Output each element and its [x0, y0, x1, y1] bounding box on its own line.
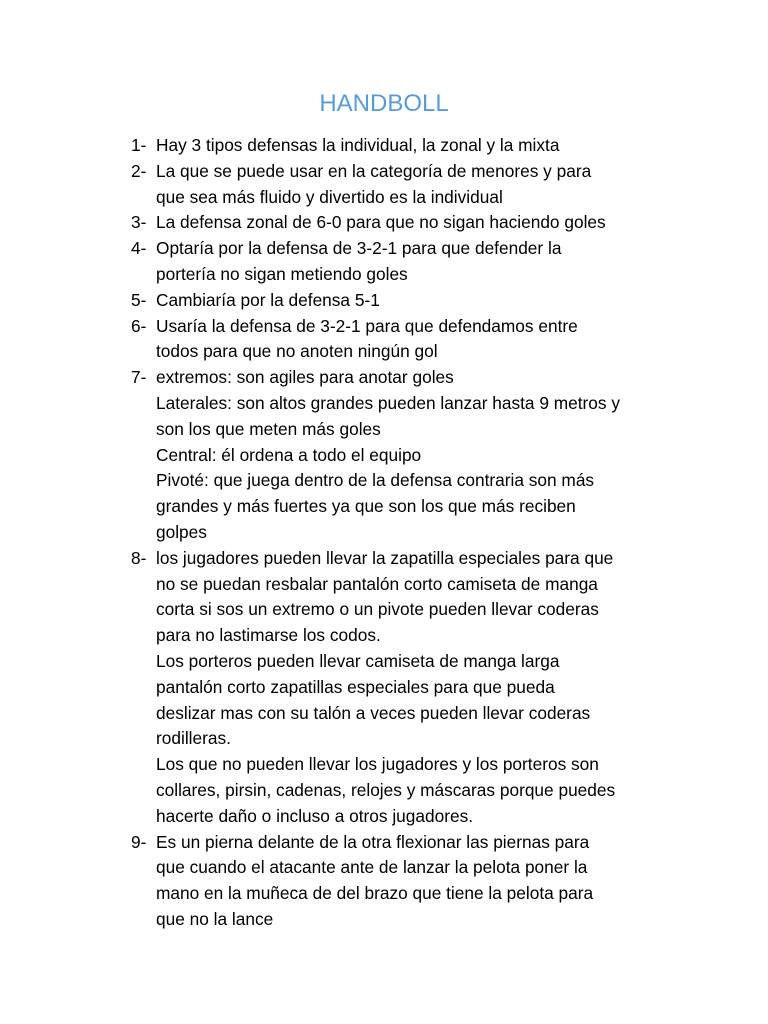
item-text — [156, 159, 671, 211]
item-number: 5- — [131, 289, 147, 310]
text-line: Los porteros pueden llevar camiseta de manga larga — [156, 650, 560, 671]
item-text — [156, 133, 671, 159]
item-number: 1- — [131, 135, 147, 155]
item-text — [156, 365, 671, 546]
text-line: para no lastimarse los codos. — [156, 625, 381, 646]
item-number: 4- — [131, 238, 147, 259]
text-line: que sea más fluido y divertido es la individual — [156, 186, 503, 207]
text-line: Usaría la defensa de 3-2-1 para que defendamos entre — [156, 315, 578, 336]
text-line: Cambiaría por la defensa 5-1 — [156, 289, 380, 310]
text-line: no se puedan resbalar pantalón corto camiseta de manga — [156, 573, 598, 594]
text-line: todos para que no anoten ningún gol — [156, 341, 438, 362]
text-line: grandes y más fuertes ya que son los que más reciben — [156, 496, 576, 517]
text-line: La defensa zonal de 6-0 para que no sigan haciendo goles — [156, 212, 606, 233]
list-item — [131, 236, 671, 288]
item-number: 8- — [131, 547, 147, 568]
text-line: que cuando el atacante ante de lanzar la pelota poner la — [156, 857, 588, 878]
numbered-list — [131, 133, 671, 933]
text-line: hacerte daño o incluso a otros jugadores. — [156, 805, 474, 826]
text-line: Pivoté: que juega dentro de la defensa contraria son más — [156, 470, 595, 491]
item-number: 2- — [131, 160, 147, 181]
list-item — [131, 830, 671, 933]
text-line: son los que meten más goles — [156, 418, 381, 439]
text-line: collares, pirsin, cadenas, relojes y máscaras porque puedes — [156, 779, 616, 800]
text-line: Central: él ordena a todo el equipo — [156, 444, 422, 465]
item-number: 6- — [131, 315, 147, 336]
item-number: 3- — [131, 212, 147, 233]
text-line: mano en la muñeca de del brazo que tiene la pelota para — [156, 883, 594, 904]
text-line: portería no sigan metiendo goles — [156, 263, 408, 284]
document-title: HANDBOLL — [319, 90, 449, 117]
item-text — [156, 236, 671, 288]
text-line: deslizar mas con su talón a veces pueden llevar coderas — [156, 702, 591, 723]
text-line: La que se puede usar en la categoría de menores y para — [156, 160, 592, 181]
list-item — [131, 159, 671, 211]
text-line: pantalón corto zapatillas especiales para que pueda — [156, 676, 555, 697]
list-item — [131, 365, 671, 546]
text-line: los jugadores pueden llevar la zapatilla especiales para que — [156, 547, 614, 568]
text-line: rodilleras. — [156, 728, 231, 749]
list-item — [131, 133, 671, 159]
text-line: Hay 3 tipos defensas la individual, la zonal y la mixta — [156, 135, 560, 155]
item-text — [156, 830, 671, 933]
text-line: Es un pierna delante de la otra flexionar las piernas para — [156, 831, 590, 852]
item-number: 7- — [131, 367, 147, 388]
item-text — [156, 314, 671, 366]
text-line: Optaría por la defensa de 3-2-1 para que defender la — [156, 238, 562, 259]
list-item — [131, 288, 671, 314]
text-line: Laterales: son altos grandes pueden lanzar hasta 9 metros y — [156, 392, 620, 413]
text-line: golpes — [156, 521, 207, 542]
list-item — [131, 314, 671, 366]
item-text — [156, 288, 671, 314]
item-number: 9- — [131, 831, 147, 852]
list-item — [131, 210, 671, 236]
list-item — [131, 546, 671, 830]
text-line: que no la lance — [156, 908, 274, 929]
text-line: Los que no pueden llevar los jugadores y los porteros son — [156, 754, 599, 775]
text-line: extremos: son agiles para anotar goles — [156, 367, 454, 388]
item-text — [156, 546, 671, 830]
text-line: corta si sos un extremo o un pivote pueden llevar coderas — [156, 599, 599, 620]
item-text — [156, 210, 671, 236]
